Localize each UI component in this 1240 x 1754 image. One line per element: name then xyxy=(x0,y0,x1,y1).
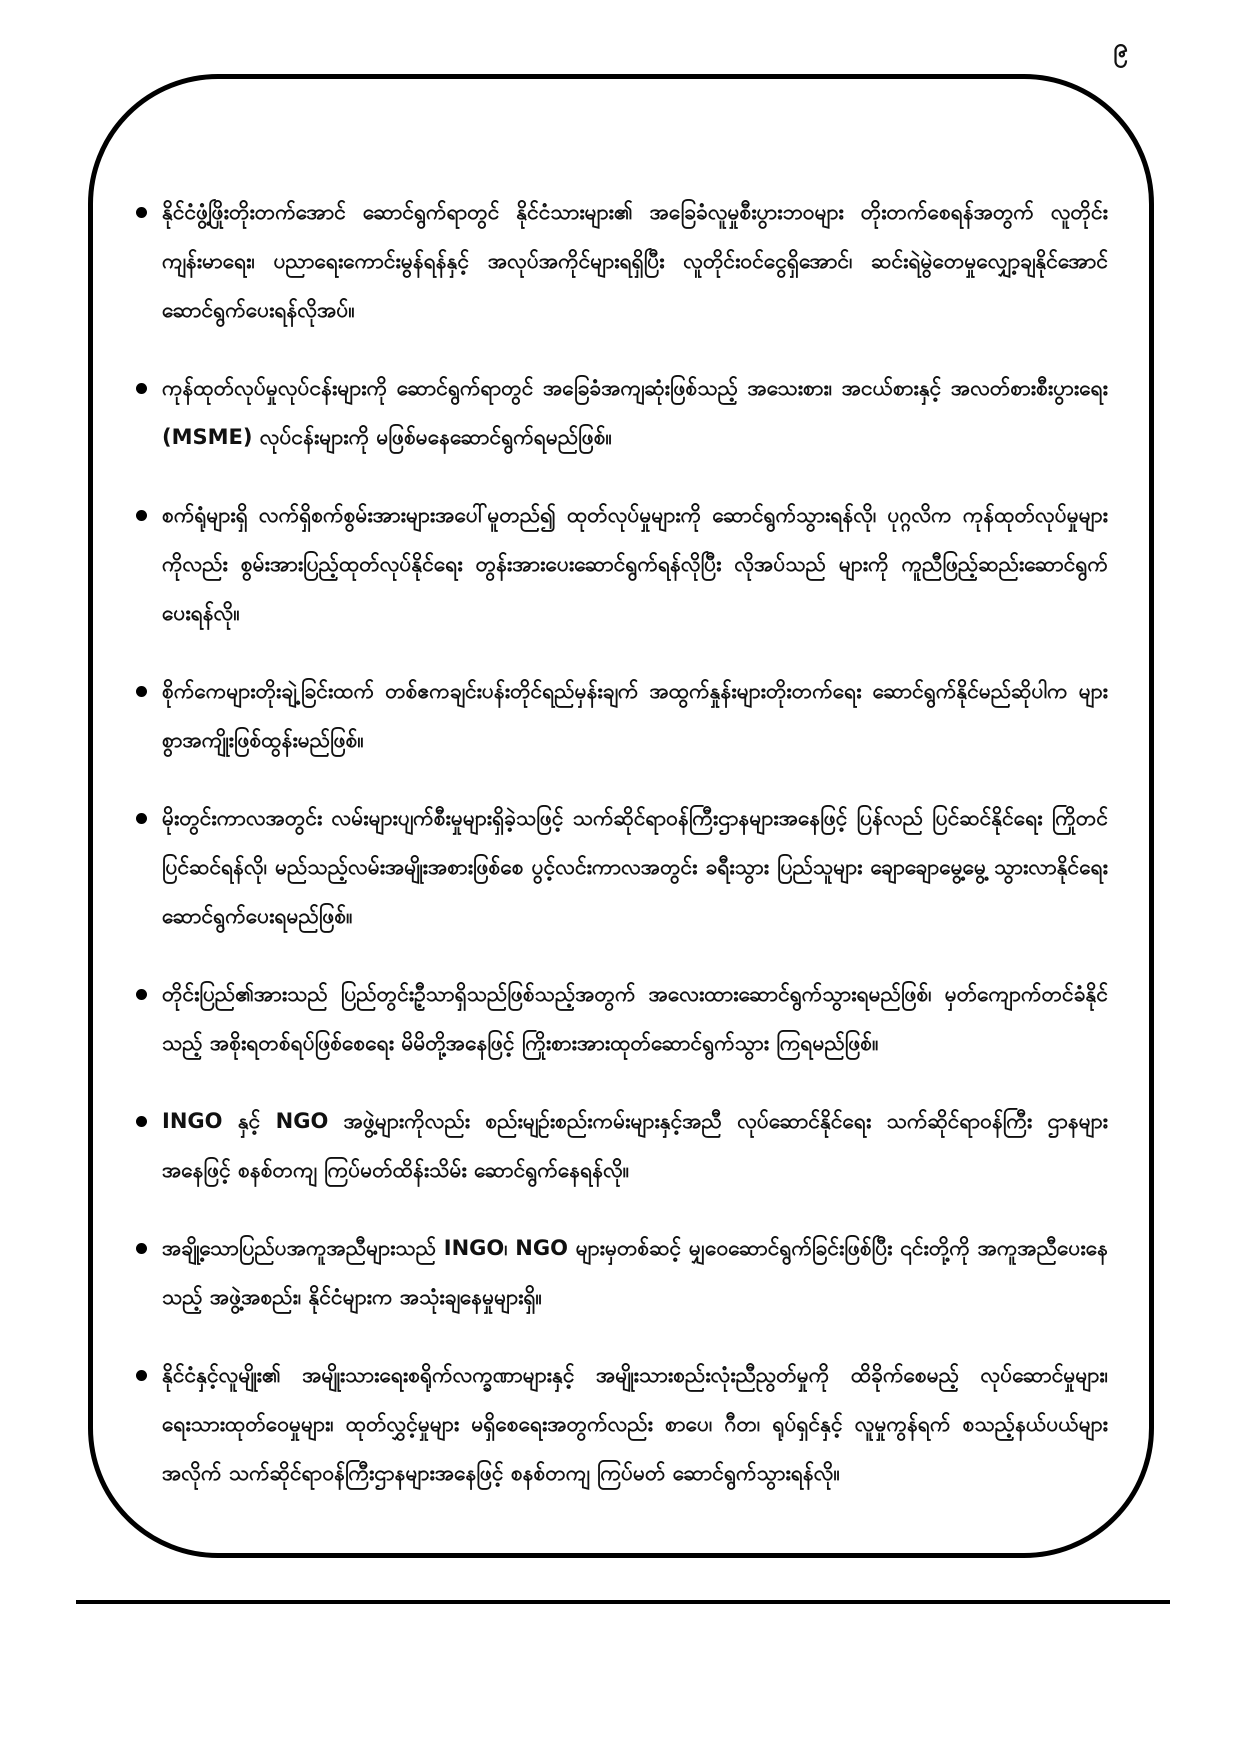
bullet-item xyxy=(128,364,1108,462)
bullet-item xyxy=(128,188,1108,335)
bullet-dot-icon xyxy=(136,1370,147,1381)
bullet-text: တိုင်းပြည်၏အားသည် ပြည်တွင်းဦ့သာရှိသည်ဖြစ်သည့်အတွက် အလေးထားဆောင်ရွက်သွားရမည်ဖြစ်၊ မှတ်ကျောက်တင်ခံနိုင်သည့် အစိုးရတစ်ရပ်ဖြစ်စေရေး မိမိတို့အနေဖြင့် ကြိုးစားအားထုတ်ဆောင်ရွက်သွား ကြရမည်ဖြစ်။ xyxy=(162,982,1108,1055)
bullet-item xyxy=(128,1351,1108,1498)
footer-rule xyxy=(76,1600,1170,1604)
bullet-item xyxy=(128,667,1108,765)
bullet-text: နိုင်ငံဖွံ့ဖြိုးတိုးတက်အောင် ဆောင်ရွက်ရာတွင် နိုင်ငံသားများ၏ အခြေခံလူမှုစီးပွားဘဝများ တိုးတက်စေရန်အတွက် လူတိုင်းကျန်းမာရေး၊ ပညာရေးကောင်းမွန်ရန်နှင့် အလုပ်အကိုင်များရရှိပြီး လူတိုင်းဝင်ငွေရှိအောင်၊ ဆင်းရဲမွဲတေမှုလျှော့ချနိုင်အောင် ဆောင်ရွက်ပေးရန်လိုအပ်။ xyxy=(162,200,1108,322)
bullet-text: INGO နှင့် NGO အဖွဲ့များကိုလည်း စည်းမျဉ်းစည်းကမ်းများနှင့်အညီ လုပ်ဆောင်နိုင်ရေး သက်ဆိုင်ရာဝန်ကြီး ဌာနများအနေဖြင့် စနစ်တကျ ကြပ်မတ်ထိန်းသိမ်း ဆောင်ရွက်နေရန်လို။ xyxy=(162,1109,1108,1182)
bullet-text: မိုးတွင်းကာလအတွင်း လမ်းများပျက်စီးမှုများရှိခဲ့သဖြင့် သက်ဆိုင်ရာဝန်ကြီးဌာနများအနေဖြင့် ပြန်လည် ပြင်ဆင်နိုင်ရေး ကြိုတင်ပြင်ဆင်ရန်လို၊ မည်သည့်လမ်းအမျိုးအစားဖြစ်စေ ပွင့်လင်းကာလအတွင်း ခရီးသွား ပြည်သူများ ချောချောမွေ့မွေ့ သွားလာနိုင်ရေး ဆောင်ရွက်ပေးရမည်ဖြစ်။ xyxy=(162,806,1108,928)
bullet-item xyxy=(128,970,1108,1068)
bullet-item xyxy=(128,491,1108,638)
bullet-dot-icon xyxy=(136,989,147,1000)
bullet-list xyxy=(128,188,1108,1527)
bullet-text: ကုန်ထုတ်လုပ်မှုလုပ်ငန်းများကို ဆောင်ရွက်ရာတွင် အခြေခံအကျဆုံးဖြစ်သည့် အသေးစား၊ အငယ်စားနှင့် အလတ်စားစီးပွားရေး (MSME) လုပ်ငန်းများကို မဖြစ်မနေဆောင်ရွက်ရမည်ဖြစ်။ xyxy=(162,376,1108,449)
bullet-dot-icon xyxy=(136,207,147,218)
bullet-item xyxy=(128,1097,1108,1195)
bullet-item xyxy=(128,794,1108,941)
bullet-dot-icon xyxy=(136,1243,147,1254)
bullet-text: စိုက်ကေများတိုးချဲ့ခြင်းထက် တစ်ဧကချင်းပန်းတိုင်ရည်မှန်းချက် အထွက်နှုန်းများတိုးတက်ရေး ဆောင်ရွက်နိုင်မည်ဆိုပါက များစွာအကျိုးဖြစ်ထွန်းမည်ဖြစ်။ xyxy=(162,679,1108,752)
bullet-dot-icon xyxy=(136,686,147,697)
bullet-text: အချို့သောပြည်ပအကူအညီများသည် INGO၊ NGO များမှတစ်ဆင့် မျှဝေဆောင်ရွက်ခြင်းဖြစ်ပြီး ၎င်းတို့ကို အကူအညီပေးနေသည့် အဖွဲ့အစည်း၊ နိုင်ငံများက အသုံးချနေမှုများရှိ။ xyxy=(162,1236,1108,1309)
bullet-text: နိုင်ငံနှင့်လူမျိုး၏ အမျိုးသားရေးစရိုက်လက္ခဏာများနှင့် အမျိုးသားစည်းလုံးညီညွတ်မှုကို ထိခိုက်စေမည့် လုပ်ဆောင်မှုများ၊ ရေးသားထုတ်ဝေမှုများ၊ ထုတ်လွှင့်မှုများ မရှိစေရေးအတွက်လည်း စာပေ၊ ဂီတ၊ ရုပ်ရှင်နှင့် လူမှုကွန်ရက် စသည့်နယ်ပယ်များအလိုက် သက်ဆိုင်ရာဝန်ကြီးဌာနများအနေဖြင့် စနစ်တကျ ကြပ်မတ် ဆောင်ရွက်သွားရန်လို။ xyxy=(162,1363,1108,1485)
bullet-text: စက်ရုံများရှိ လက်ရှိစက်စွမ်းအားများအပေါ်မူတည်၍ ထုတ်လုပ်မှုများကို ဆောင်ရွက်သွားရန်လို၊ ပုဂ္ဂလိက ကုန်ထုတ်လုပ်မှုများကိုလည်း စွမ်းအားပြည့်ထုတ်လုပ်နိုင်ရေး တွန်းအားပေးဆောင်ရွက်ရန်လိုပြီး လိုအပ်သည် များကို ကူညီဖြည့်ဆည်းဆောင်ရွက်ပေးရန်လို။ xyxy=(162,503,1108,625)
bullet-dot-icon xyxy=(136,813,147,824)
page-number: ၉ xyxy=(1113,33,1128,63)
bullet-dot-icon xyxy=(136,1116,147,1127)
bullet-dot-icon xyxy=(136,383,147,394)
bullet-dot-icon xyxy=(136,510,147,521)
bullet-item xyxy=(128,1224,1108,1322)
